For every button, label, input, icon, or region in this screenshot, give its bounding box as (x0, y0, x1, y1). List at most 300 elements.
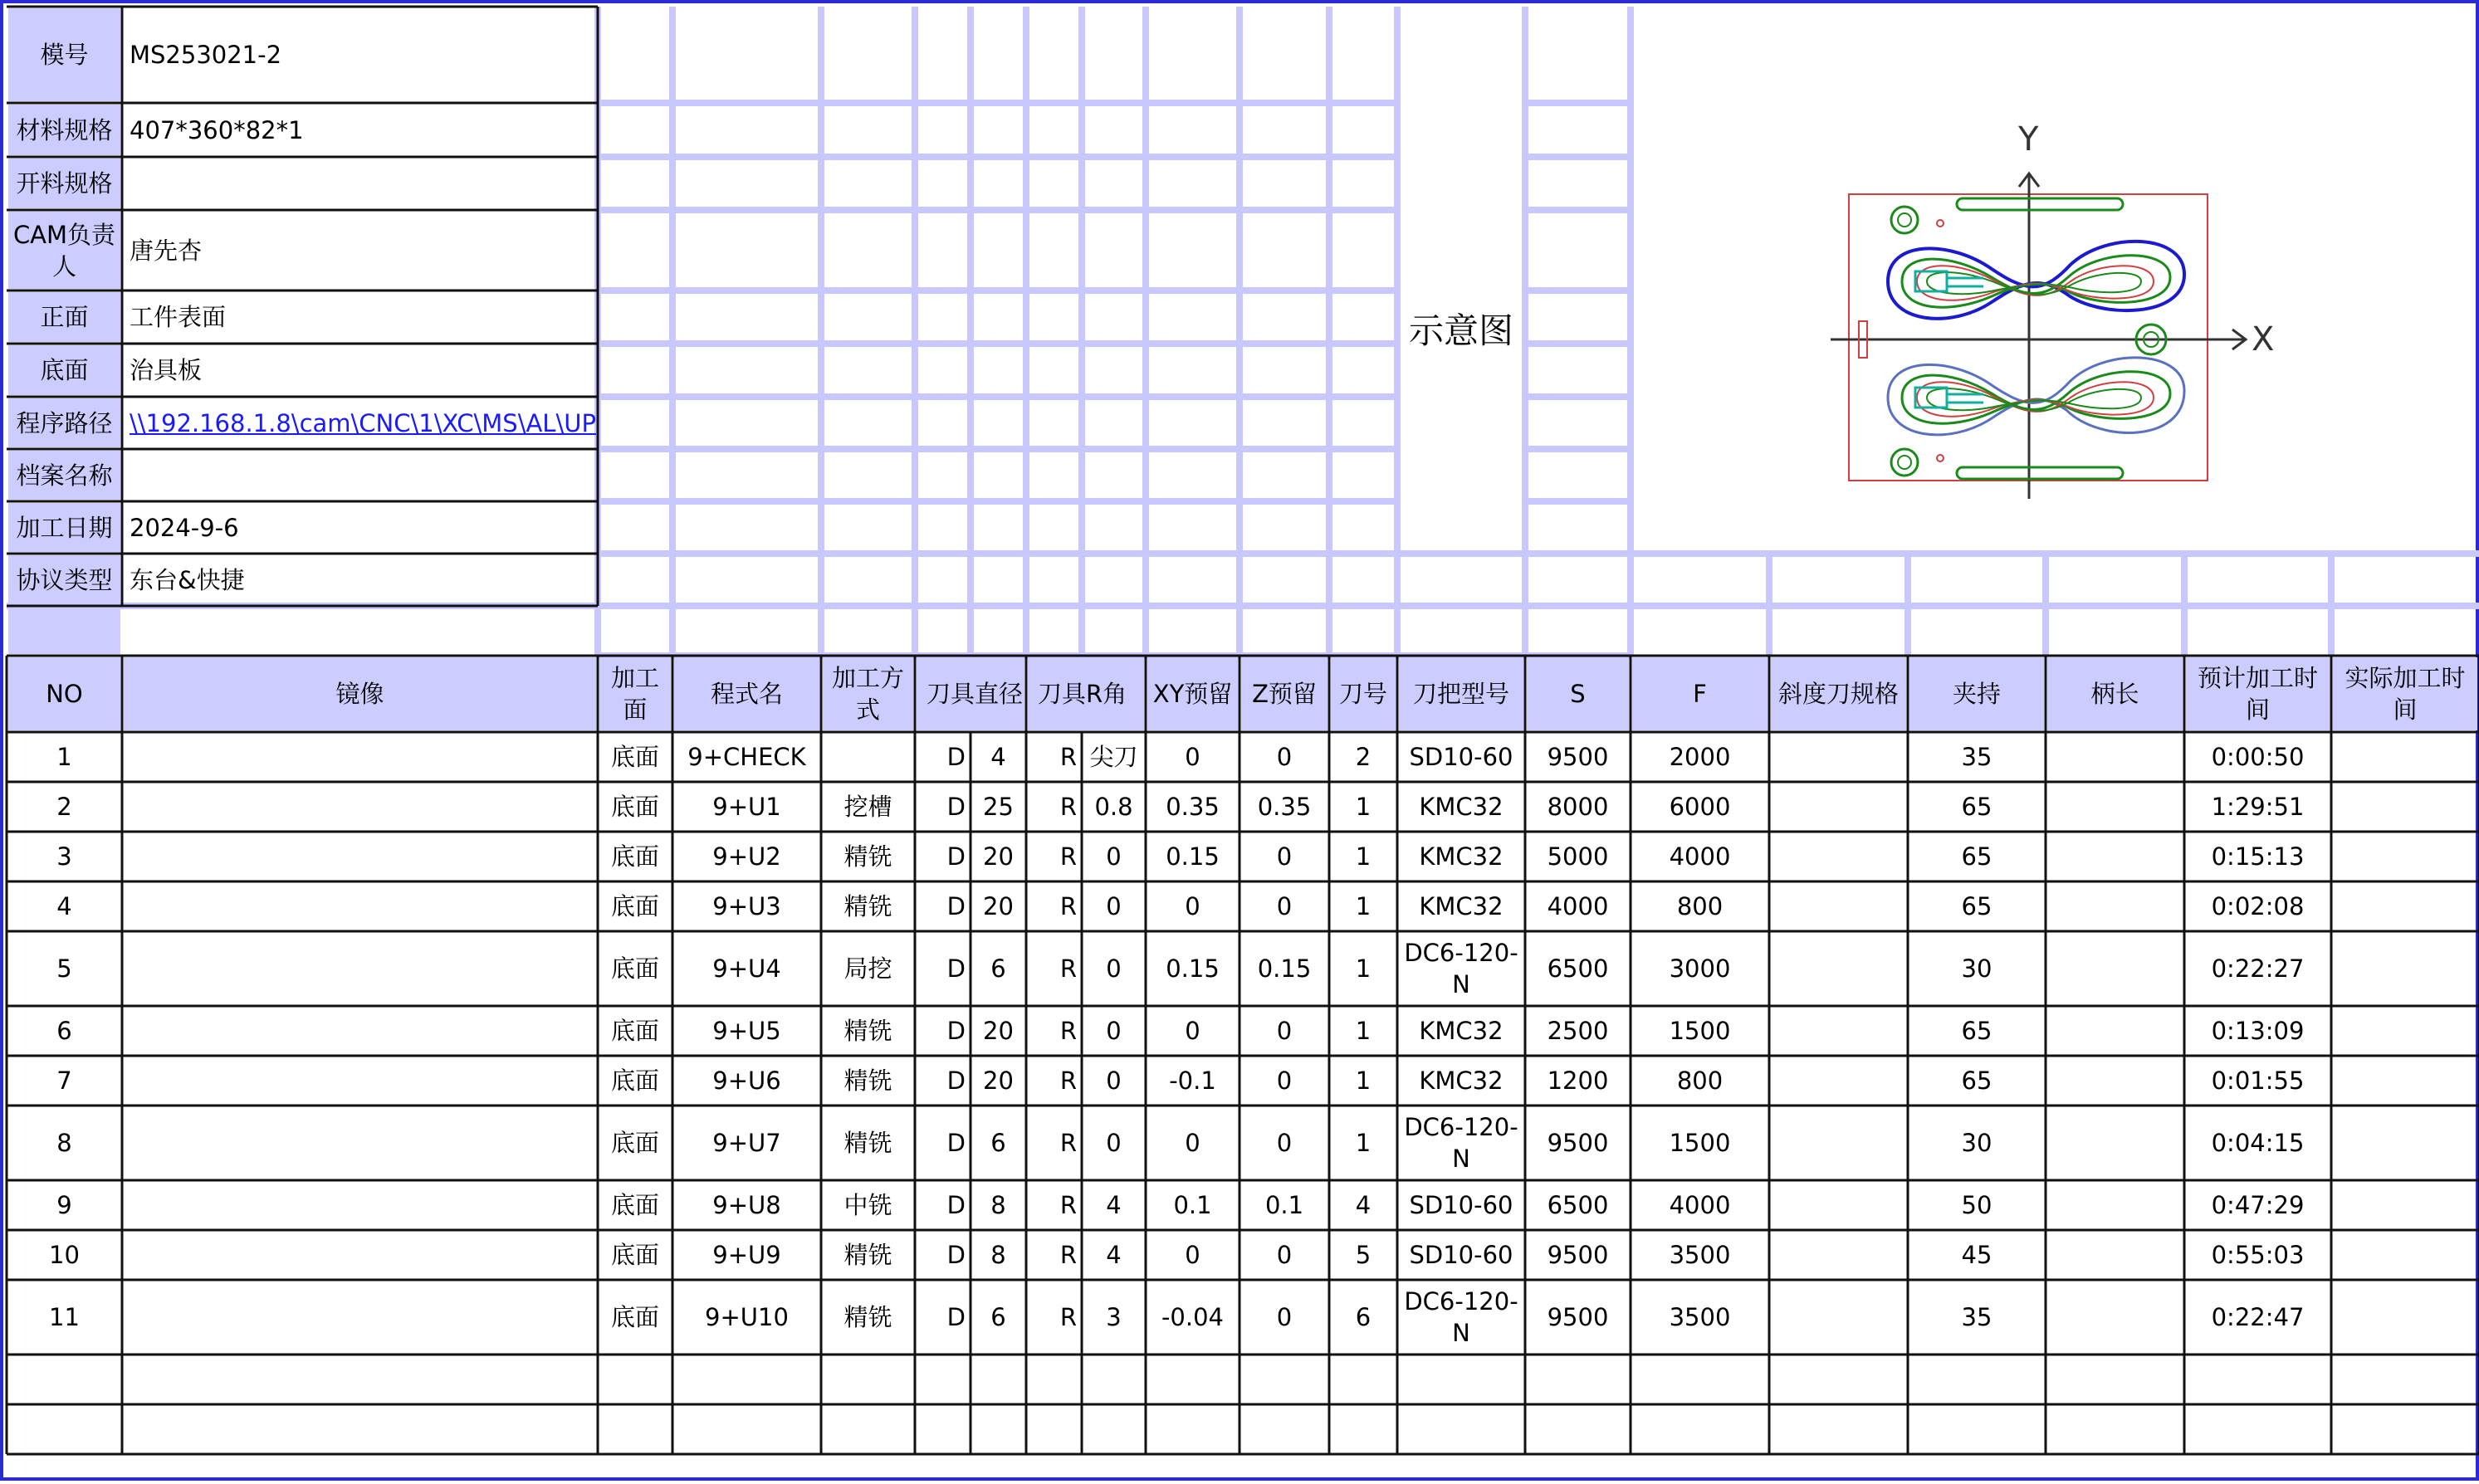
table-cell-program: 9+U4 (712, 954, 781, 983)
table-cell-xy: 0 (1185, 1129, 1200, 1157)
table-cell-mirror (124, 1281, 596, 1353)
table-empty-cell (1527, 1356, 1629, 1403)
table-cell-mirror (124, 734, 596, 780)
table-empty-cell (2186, 1406, 2330, 1452)
table-cell-taper (1771, 933, 1906, 1004)
table-cell-dia: 8 (990, 1241, 1006, 1269)
table-cell-no: 8 (56, 1129, 72, 1157)
table-empty-cell (1331, 1406, 1396, 1452)
table-empty-cell (1909, 1406, 2044, 1452)
table-cell-clamp: 65 (1961, 892, 1992, 920)
table-cell-taper (1771, 833, 1906, 880)
table-cell-est: 0:22:47 (2211, 1303, 2305, 1331)
table-cell-z: 0 (1276, 743, 1293, 771)
table-cell-no: 5 (56, 954, 72, 983)
table-cell-method: 精铣 (843, 1067, 892, 1095)
table-cell-shank (2047, 883, 2183, 930)
info-value-material: 407*360*82*1 (130, 115, 304, 144)
table-empty-cell (823, 1356, 913, 1403)
info-label-cam: CAM负责 人 (8, 212, 120, 289)
table-cell-r: R (1059, 1129, 1077, 1157)
table-cell-f: 4000 (1669, 1191, 1731, 1219)
table-empty-cell (917, 1406, 969, 1452)
table-cell-dia: 20 (983, 1017, 1014, 1045)
table-empty-cell (1399, 1356, 1523, 1403)
table-cell-program: 9+U10 (705, 1303, 789, 1331)
info-label-path: 程序路径 (8, 398, 120, 447)
table-cell-act (2333, 1008, 2477, 1054)
table-cell-act (2333, 1107, 2477, 1179)
col-holder-header: 刀把型号 (1399, 657, 1523, 730)
table-cell-xy: 0 (1185, 743, 1200, 771)
table-cell-act (2333, 1281, 2477, 1353)
table-cell-tool: 6 (1355, 1303, 1372, 1331)
info-label-mold: 模号 (8, 8, 120, 101)
table-cell-s: 8000 (1547, 793, 1609, 821)
table-cell-mirror (124, 933, 596, 1004)
table-cell-dia: 20 (983, 892, 1014, 920)
table-cell-est: 0:02:08 (2211, 892, 2305, 920)
table-cell-holder: KMC32 (1419, 892, 1504, 920)
table-empty-cell (972, 1406, 1024, 1452)
table-cell-f: 3500 (1669, 1303, 1731, 1331)
table-empty-cell (917, 1356, 969, 1403)
table-cell-dia: 20 (983, 1067, 1014, 1095)
col-no-header: NO (8, 657, 120, 730)
table-empty-cell (599, 1356, 671, 1403)
info-value-cam: 唐先杏 (130, 236, 203, 265)
table-cell-method (823, 734, 913, 780)
table-cell-taper (1771, 1008, 1906, 1054)
table-cell-face: 底面 (610, 1017, 659, 1045)
table-cell-no: 1 (56, 743, 72, 771)
table-cell-holder: KMC32 (1419, 793, 1504, 821)
table-cell-r: R (1059, 892, 1077, 920)
table-cell-act (2333, 1182, 2477, 1228)
table-cell-face: 底面 (610, 1191, 659, 1219)
table-cell-dia: 6 (990, 954, 1006, 983)
table-cell-est: 0:04:15 (2211, 1129, 2305, 1157)
table-cell-program: 9+U5 (712, 1017, 781, 1045)
table-cell-no: 11 (49, 1303, 80, 1331)
table-cell-rad: 0 (1106, 842, 1122, 871)
table-cell-method: 精铣 (843, 1017, 892, 1045)
table-cell-xy: -0.04 (1161, 1303, 1225, 1331)
table-cell-method: 中铣 (843, 1191, 892, 1219)
table-cell-clamp: 65 (1961, 1067, 1992, 1095)
info-label-date: 加工日期 (8, 503, 120, 552)
table-cell-z: 0 (1276, 1017, 1293, 1045)
table-cell-f: 4000 (1669, 842, 1731, 871)
table-empty-cell (1527, 1406, 1629, 1452)
table-cell-mirror (124, 1107, 596, 1179)
table-cell-clamp: 30 (1961, 1129, 1992, 1157)
col-shank-header: 柄长 (2047, 657, 2183, 730)
table-cell-shank (2047, 833, 2183, 880)
table-cell-xy: 0 (1185, 1241, 1200, 1269)
table-cell-clamp: 65 (1961, 842, 1992, 871)
table-cell-no: 10 (49, 1241, 80, 1269)
table-cell-mirror (124, 1232, 596, 1278)
table-cell-z: 0.15 (1257, 954, 1312, 983)
col-tool-number-header: 刀号 (1331, 657, 1396, 730)
table-cell-rad: 0 (1106, 954, 1122, 983)
table-cell-f: 800 (1676, 892, 1724, 920)
table-cell-act (2333, 1232, 2477, 1278)
table-cell-act (2333, 783, 2477, 830)
info-value-archive (125, 451, 596, 500)
table-cell-tool: 1 (1355, 892, 1372, 920)
table-cell-face: 底面 (610, 842, 659, 871)
col-method-header: 加工方 式 (823, 657, 913, 730)
table-cell-rad: 4 (1106, 1191, 1122, 1219)
table-cell-z: 0 (1276, 842, 1293, 871)
table-cell-est: 0:15:13 (2211, 842, 2305, 871)
table-cell-dia: 8 (990, 1191, 1006, 1219)
table-cell-method: 精铣 (843, 1129, 892, 1157)
table-cell-face: 底面 (610, 1129, 659, 1157)
table-cell-xy: 0.15 (1166, 842, 1220, 871)
table-cell-rad: 0.8 (1094, 793, 1133, 821)
table-cell-holder: KMC32 (1419, 1017, 1504, 1045)
info-value-bottom: 治具板 (130, 356, 203, 384)
table-cell-shank (2047, 1281, 2183, 1353)
table-cell-est: 1:29:51 (2211, 793, 2305, 821)
table-cell-program: 9+U8 (712, 1191, 781, 1219)
table-cell-shank (2047, 1057, 2183, 1104)
table-cell-rad: 4 (1106, 1241, 1122, 1269)
table-cell-no: 3 (56, 842, 72, 871)
table-cell-mirror (124, 1057, 596, 1104)
info-label-blank (8, 608, 120, 654)
table-empty-cell (8, 1356, 120, 1403)
table-cell-mirror (124, 783, 596, 830)
info-value-protocol: 东台&快捷 (130, 565, 245, 594)
table-empty-cell (599, 1406, 671, 1452)
table-empty-cell (1147, 1406, 1238, 1452)
table-cell-f: 6000 (1669, 793, 1731, 821)
table-cell-d: D (946, 1241, 966, 1269)
table-empty-cell (1399, 1406, 1523, 1452)
table-cell-program: 9+U2 (712, 842, 781, 871)
col-tool-diameter-header: 刀具直径 (917, 657, 1024, 730)
table-cell-taper (1771, 1107, 1906, 1179)
table-cell-holder: SD10-60 (1409, 743, 1513, 771)
table-cell-holder: DC6-120- N (1404, 1287, 1518, 1347)
table-empty-cell (823, 1406, 913, 1452)
table-cell-r: R (1059, 743, 1077, 771)
table-cell-face: 底面 (610, 1241, 659, 1269)
info-value-cutting (125, 159, 596, 208)
table-cell-r: R (1059, 954, 1077, 983)
col-taper-header: 斜度刀规格 (1771, 657, 1906, 730)
table-cell-s: 9500 (1547, 1241, 1609, 1269)
table-cell-face: 底面 (610, 793, 659, 821)
table-cell-clamp: 45 (1961, 1241, 1992, 1269)
table-empty-cell (1028, 1406, 1080, 1452)
table-cell-s: 9500 (1547, 743, 1609, 771)
table-cell-method: 精铣 (843, 1241, 892, 1269)
table-cell-face: 底面 (610, 1303, 659, 1331)
table-cell-s: 6500 (1547, 954, 1609, 983)
table-empty-cell (1147, 1356, 1238, 1403)
table-cell-r: R (1059, 1067, 1077, 1095)
table-empty-cell (1331, 1356, 1396, 1403)
table-cell-face: 底面 (610, 1067, 659, 1095)
table-cell-rad: 0 (1106, 1067, 1122, 1095)
table-cell-z: 0.35 (1257, 793, 1312, 821)
table-cell-clamp: 65 (1961, 793, 1992, 821)
table-cell-clamp: 35 (1961, 743, 1992, 771)
table-cell-z: 0 (1276, 892, 1293, 920)
info-value-date: 2024-9-6 (130, 513, 239, 542)
info-value-mold: MS253021-2 (130, 41, 282, 69)
table-cell-r: R (1059, 1191, 1077, 1219)
info-label-protocol: 协议类型 (8, 555, 120, 604)
table-cell-est: 0:47:29 (2211, 1191, 2305, 1219)
table-cell-z: 0 (1276, 1241, 1293, 1269)
table-cell-rad: 0 (1106, 1017, 1122, 1045)
table-empty-cell (1771, 1356, 1906, 1403)
table-cell-face: 底面 (610, 892, 659, 920)
table-cell-d: D (946, 842, 966, 871)
table-cell-shank (2047, 1107, 2183, 1179)
table-cell-est: 0:22:27 (2211, 954, 2305, 983)
table-empty-cell (1909, 1356, 2044, 1403)
table-cell-taper (1771, 883, 1906, 930)
table-cell-s: 1200 (1547, 1067, 1609, 1095)
table-cell-s: 6500 (1547, 1191, 1609, 1219)
table-cell-shank (2047, 1232, 2183, 1278)
table-cell-d: D (946, 1303, 966, 1331)
table-cell-clamp: 30 (1961, 954, 1992, 983)
table-cell-tool: 1 (1355, 842, 1372, 871)
table-empty-cell (2186, 1356, 2330, 1403)
diagram-label: 示意图 (1408, 310, 1513, 351)
table-cell-d: D (946, 892, 966, 920)
table-cell-xy: 0.1 (1173, 1191, 1212, 1219)
col-mirror-header: 镜像 (124, 657, 596, 730)
table-cell-no: 9 (56, 1191, 72, 1219)
table-cell-rad: 0 (1106, 892, 1122, 920)
table-empty-cell (972, 1356, 1024, 1403)
table-cell-act (2333, 833, 2477, 880)
table-cell-d: D (946, 793, 966, 821)
table-cell-taper (1771, 783, 1906, 830)
table-cell-s: 2500 (1547, 1017, 1609, 1045)
table-cell-s: 9500 (1547, 1303, 1609, 1331)
info-label-material: 材料规格 (8, 105, 120, 155)
table-cell-r: R (1059, 842, 1077, 871)
table-cell-tool: 2 (1355, 743, 1372, 771)
table-cell-tool: 5 (1355, 1241, 1372, 1269)
table-cell-clamp: 65 (1961, 1017, 1992, 1045)
table-cell-holder: DC6-120- N (1404, 1113, 1518, 1173)
table-cell-d: D (946, 1067, 966, 1095)
table-cell-taper (1771, 1281, 1906, 1353)
table-cell-est: 0:01:55 (2211, 1067, 2305, 1095)
table-cell-program: 9+U7 (712, 1129, 781, 1157)
table-cell-taper (1771, 734, 1906, 780)
table-cell-clamp: 50 (1961, 1191, 1992, 1219)
table-cell-z: 0 (1276, 1303, 1293, 1331)
table-empty-cell (1028, 1356, 1080, 1403)
table-cell-no: 4 (56, 892, 72, 920)
table-cell-s: 4000 (1547, 892, 1609, 920)
table-cell-tool: 1 (1355, 793, 1372, 821)
table-cell-act (2333, 883, 2477, 930)
table-empty-cell (2047, 1356, 2183, 1403)
table-cell-face: 底面 (610, 954, 659, 983)
col-est-time-header: 预计加工时 间 (2186, 657, 2330, 730)
table-empty-cell (2333, 1406, 2477, 1452)
axis-x-label: X (2252, 320, 2274, 359)
table-cell-program: 9+U9 (712, 1241, 781, 1269)
table-cell-r: R (1059, 1303, 1077, 1331)
table-cell-r: R (1059, 1241, 1077, 1269)
table-cell-no: 2 (56, 793, 72, 821)
table-cell-tool: 4 (1355, 1191, 1372, 1219)
table-cell-rad: 3 (1106, 1303, 1122, 1331)
table-empty-cell (674, 1356, 819, 1403)
table-cell-program: 9+U3 (712, 892, 781, 920)
table-cell-holder: SD10-60 (1409, 1241, 1513, 1269)
table-empty-cell (1241, 1406, 1328, 1452)
col-xy-allowance-header: XY预留 (1147, 657, 1238, 730)
table-cell-z: 0.1 (1264, 1191, 1304, 1219)
table-cell-f: 3500 (1669, 1241, 1731, 1269)
table-empty-cell (2047, 1406, 2183, 1452)
col-face-header: 加工 面 (599, 657, 671, 730)
info-label-front: 正面 (8, 292, 120, 342)
table-empty-cell (1241, 1356, 1328, 1403)
table-cell-est: 0:55:03 (2211, 1241, 2305, 1269)
info-label-cutting: 开料规格 (8, 159, 120, 208)
table-cell-mirror (124, 883, 596, 930)
table-empty-cell (1083, 1406, 1144, 1452)
table-cell-f: 1500 (1669, 1129, 1731, 1157)
table-empty-cell (1771, 1406, 1906, 1452)
table-cell-tool: 1 (1355, 1129, 1372, 1157)
table-cell-dia: 4 (990, 743, 1006, 771)
table-cell-shank (2047, 734, 2183, 780)
table-empty-cell (8, 1406, 120, 1452)
table-cell-shank (2047, 1182, 2183, 1228)
table-empty-cell (124, 1356, 596, 1403)
table-cell-tool: 1 (1355, 1017, 1372, 1045)
table-cell-xy: -0.1 (1169, 1067, 1216, 1095)
table-empty-cell (1632, 1406, 1768, 1452)
table-cell-no: 7 (56, 1067, 72, 1095)
table-cell-method: 精铣 (843, 892, 892, 920)
table-cell-tool: 1 (1355, 1067, 1372, 1095)
table-cell-r: R (1059, 793, 1077, 821)
table-cell-est: 0:00:50 (2211, 743, 2305, 771)
table-cell-f: 800 (1676, 1067, 1724, 1095)
table-cell-act (2333, 734, 2477, 780)
table-cell-holder: SD10-60 (1409, 1191, 1513, 1219)
table-cell-d: D (946, 1191, 966, 1219)
table-cell-method: 精铣 (843, 1303, 892, 1331)
table-cell-method: 局挖 (843, 954, 892, 983)
table-cell-no: 6 (56, 1017, 72, 1045)
table-cell-dia: 25 (983, 793, 1014, 821)
table-empty-cell (124, 1406, 596, 1452)
table-cell-holder: KMC32 (1419, 842, 1504, 871)
table-cell-face: 底面 (610, 743, 659, 771)
table-cell-dia: 6 (990, 1303, 1006, 1331)
table-cell-r: R (1059, 1017, 1077, 1045)
table-empty-cell (1083, 1356, 1144, 1403)
table-cell-method: 挖槽 (843, 793, 892, 821)
col-f-header: F (1632, 657, 1768, 730)
table-cell-xy: 0 (1185, 1017, 1200, 1045)
axis-y-label: Y (2018, 120, 2039, 159)
table-cell-taper (1771, 1182, 1906, 1228)
table-cell-tool: 1 (1355, 954, 1372, 983)
table-cell-program: 9+U6 (712, 1067, 781, 1095)
table-cell-d: D (946, 743, 966, 771)
table-cell-act (2333, 1057, 2477, 1104)
table-cell-holder: KMC32 (1419, 1067, 1504, 1095)
table-cell-taper (1771, 1057, 1906, 1104)
table-cell-shank (2047, 783, 2183, 830)
table-cell-dia: 6 (990, 1129, 1006, 1157)
table-cell-mirror (124, 833, 596, 880)
table-cell-d: D (946, 1129, 966, 1157)
table-cell-s: 9500 (1547, 1129, 1609, 1157)
table-cell-shank (2047, 1008, 2183, 1054)
table-empty-cell (1632, 1356, 1768, 1403)
table-cell-d: D (946, 1017, 966, 1045)
col-s-header: S (1527, 657, 1629, 730)
col-tool-radius-header: 刀具R角 (1028, 657, 1144, 730)
table-cell-taper (1771, 1232, 1906, 1278)
table-cell-clamp: 35 (1961, 1303, 1992, 1331)
info-value-front: 工件表面 (130, 303, 227, 331)
table-cell-f: 2000 (1669, 743, 1731, 771)
table-cell-mirror (124, 1008, 596, 1054)
table-cell-est: 0:13:09 (2211, 1017, 2305, 1045)
table-cell-xy: 0 (1185, 892, 1200, 920)
col-program-header: 程式名 (674, 657, 819, 730)
table-cell-shank (2047, 933, 2183, 1004)
table-empty-cell (674, 1406, 819, 1452)
table-cell-rad: 0 (1106, 1129, 1122, 1157)
part-schematic-drawing (1826, 115, 2274, 514)
table-cell-method: 精铣 (843, 842, 892, 871)
table-cell-mirror (124, 1182, 596, 1228)
table-cell-dia: 20 (983, 842, 1014, 871)
table-cell-f: 1500 (1669, 1017, 1731, 1045)
table-cell-d: D (946, 954, 966, 983)
table-cell-xy: 0.15 (1166, 954, 1220, 983)
info-value-path[interactable]: \\192.168.1.8\cam\CNC\1\XC\MS\AL\UP (130, 408, 596, 437)
table-cell-z: 0 (1276, 1129, 1293, 1157)
table-cell-holder: DC6-120- N (1404, 939, 1518, 998)
col-actual-time-header: 实际加工时 间 (2333, 657, 2477, 730)
table-cell-f: 3000 (1669, 954, 1731, 983)
table-cell-z: 0 (1276, 1067, 1293, 1095)
col-z-allowance-header: Z预留 (1241, 657, 1328, 730)
col-clamp-header: 夹持 (1909, 657, 2044, 730)
table-cell-s: 5000 (1547, 842, 1609, 871)
table-cell-program: 9+CHECK (687, 743, 806, 771)
table-empty-cell (2333, 1356, 2477, 1403)
table-cell-act (2333, 933, 2477, 1004)
info-label-bottom: 底面 (8, 345, 120, 395)
table-cell-rad: 尖刀 (1089, 743, 1138, 771)
